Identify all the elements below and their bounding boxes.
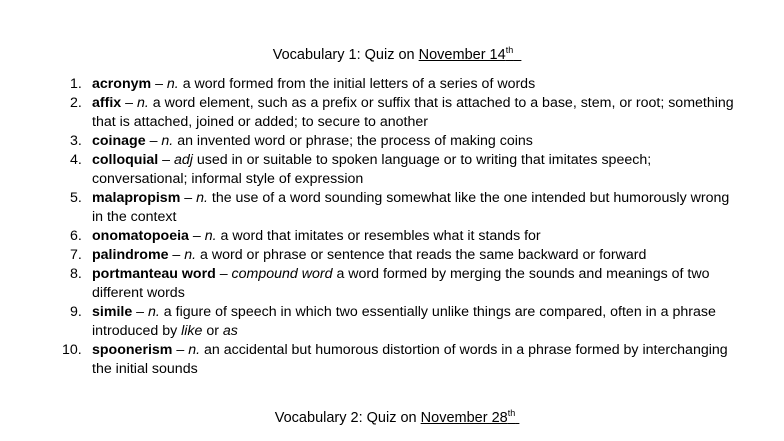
vocab-item xyxy=(0,189,784,227)
definition: an accidental but humorous distortion of words in a phrase formed by interchanging the initial sounds xyxy=(92,342,728,377)
vocab-item xyxy=(0,94,784,132)
vocab-term: coinage xyxy=(92,133,146,149)
vocab-term: spoonerism xyxy=(92,342,173,358)
vocab-term: malapropism xyxy=(92,190,181,206)
vocab-term: colloquial xyxy=(92,152,159,168)
vocab-term: acronym xyxy=(92,76,152,92)
vocab-term: affix xyxy=(92,95,122,111)
quiz-1-heading-prefix: Vocabulary 1: Quiz on xyxy=(272,47,419,63)
definition-emphasis: as xyxy=(222,323,238,339)
definition: a word formed by merging the sounds and meanings of two different words xyxy=(92,266,710,301)
quiz-2-heading-prefix: Vocabulary 2: Quiz on xyxy=(274,410,421,426)
part-of-speech: n. xyxy=(136,95,149,111)
definition-emphasis: like xyxy=(181,323,203,339)
definition-connector: or xyxy=(202,323,223,339)
term-dash: – xyxy=(121,95,137,111)
vocabulary-list xyxy=(0,75,784,379)
part-of-speech: n. xyxy=(196,190,208,206)
term-dash: – xyxy=(172,342,189,358)
part-of-speech: n. xyxy=(166,76,179,92)
vocab-item xyxy=(0,151,784,189)
definition: a word or phrase or sentence that reads the same backward or forward xyxy=(196,247,647,263)
item-number: 5. xyxy=(70,190,82,206)
part-of-speech: n. xyxy=(148,304,160,320)
item-number: 6. xyxy=(70,228,82,244)
part-of-speech: n. xyxy=(184,247,197,263)
vocab-item xyxy=(0,265,784,303)
part-of-speech: n. xyxy=(188,342,201,358)
quiz-2-date-suffix: th xyxy=(507,408,516,418)
item-number: 10. xyxy=(62,342,82,358)
item-number: 9. xyxy=(70,304,82,320)
quiz-1-date xyxy=(419,47,522,63)
definition: a word formed from the initial letters of a series of words xyxy=(178,76,536,92)
vocab-item xyxy=(0,132,784,151)
item-number: 3. xyxy=(70,133,82,149)
item-number: 8. xyxy=(70,266,82,282)
item-number: 1. xyxy=(70,76,82,92)
vocab-item xyxy=(0,341,784,379)
item-number: 4. xyxy=(70,152,82,168)
term-dash: – xyxy=(180,190,197,206)
part-of-speech: adj xyxy=(174,152,193,168)
quiz-2-date-text: November 28 xyxy=(420,410,508,426)
definition: a word element, such as a prefix or suffix that is attached to a base, stem, or root; something that is attached, joined or added; to secure to another xyxy=(92,95,734,130)
definition: used in or suitable to spoken language or to writing that imitates speech; conversational; informal style of expression xyxy=(92,152,652,187)
quiz-2-date-trail xyxy=(515,410,519,426)
part-of-speech: n. xyxy=(204,228,217,244)
term-dash: – xyxy=(215,266,232,282)
vocab-term: simile xyxy=(92,304,133,320)
definition: a word that imitates or resembles what it stands for xyxy=(216,228,541,244)
term-dash: – xyxy=(188,228,205,244)
vocab-term: portmanteau word xyxy=(92,266,216,282)
term-dash: – xyxy=(158,152,174,168)
quiz-1-date-suffix: th xyxy=(505,45,514,55)
quiz-1-date-trail xyxy=(513,47,521,63)
vocab-item xyxy=(0,303,784,341)
term-dash: – xyxy=(145,133,162,149)
vocab-item xyxy=(0,246,784,265)
quiz-1-date-text: November 14 xyxy=(418,47,506,63)
quiz-2-heading xyxy=(0,409,784,428)
definition: the use of a word sounding somewhat like the one intended but humorously wrong in the context xyxy=(92,190,730,225)
term-dash: – xyxy=(151,76,167,92)
vocab-item xyxy=(0,227,784,246)
item-number: 2. xyxy=(70,95,82,111)
item-number: 7. xyxy=(70,247,82,263)
term-dash: – xyxy=(168,247,185,263)
vocab-term: onomatopoeia xyxy=(92,228,189,244)
definition: a figure of speech in which two essentially unlike things are compared, often in a phrase introduced by xyxy=(92,304,716,339)
definition: an invented word or phrase; the process of making coins xyxy=(173,133,533,149)
vocab-term: palindrome xyxy=(92,247,169,263)
part-of-speech: n. xyxy=(161,133,174,149)
quiz-2-date xyxy=(421,410,520,426)
quiz-1-heading xyxy=(0,46,784,65)
vocab-item xyxy=(0,75,784,94)
term-dash: – xyxy=(132,304,149,320)
part-of-speech: compound word xyxy=(231,266,333,282)
